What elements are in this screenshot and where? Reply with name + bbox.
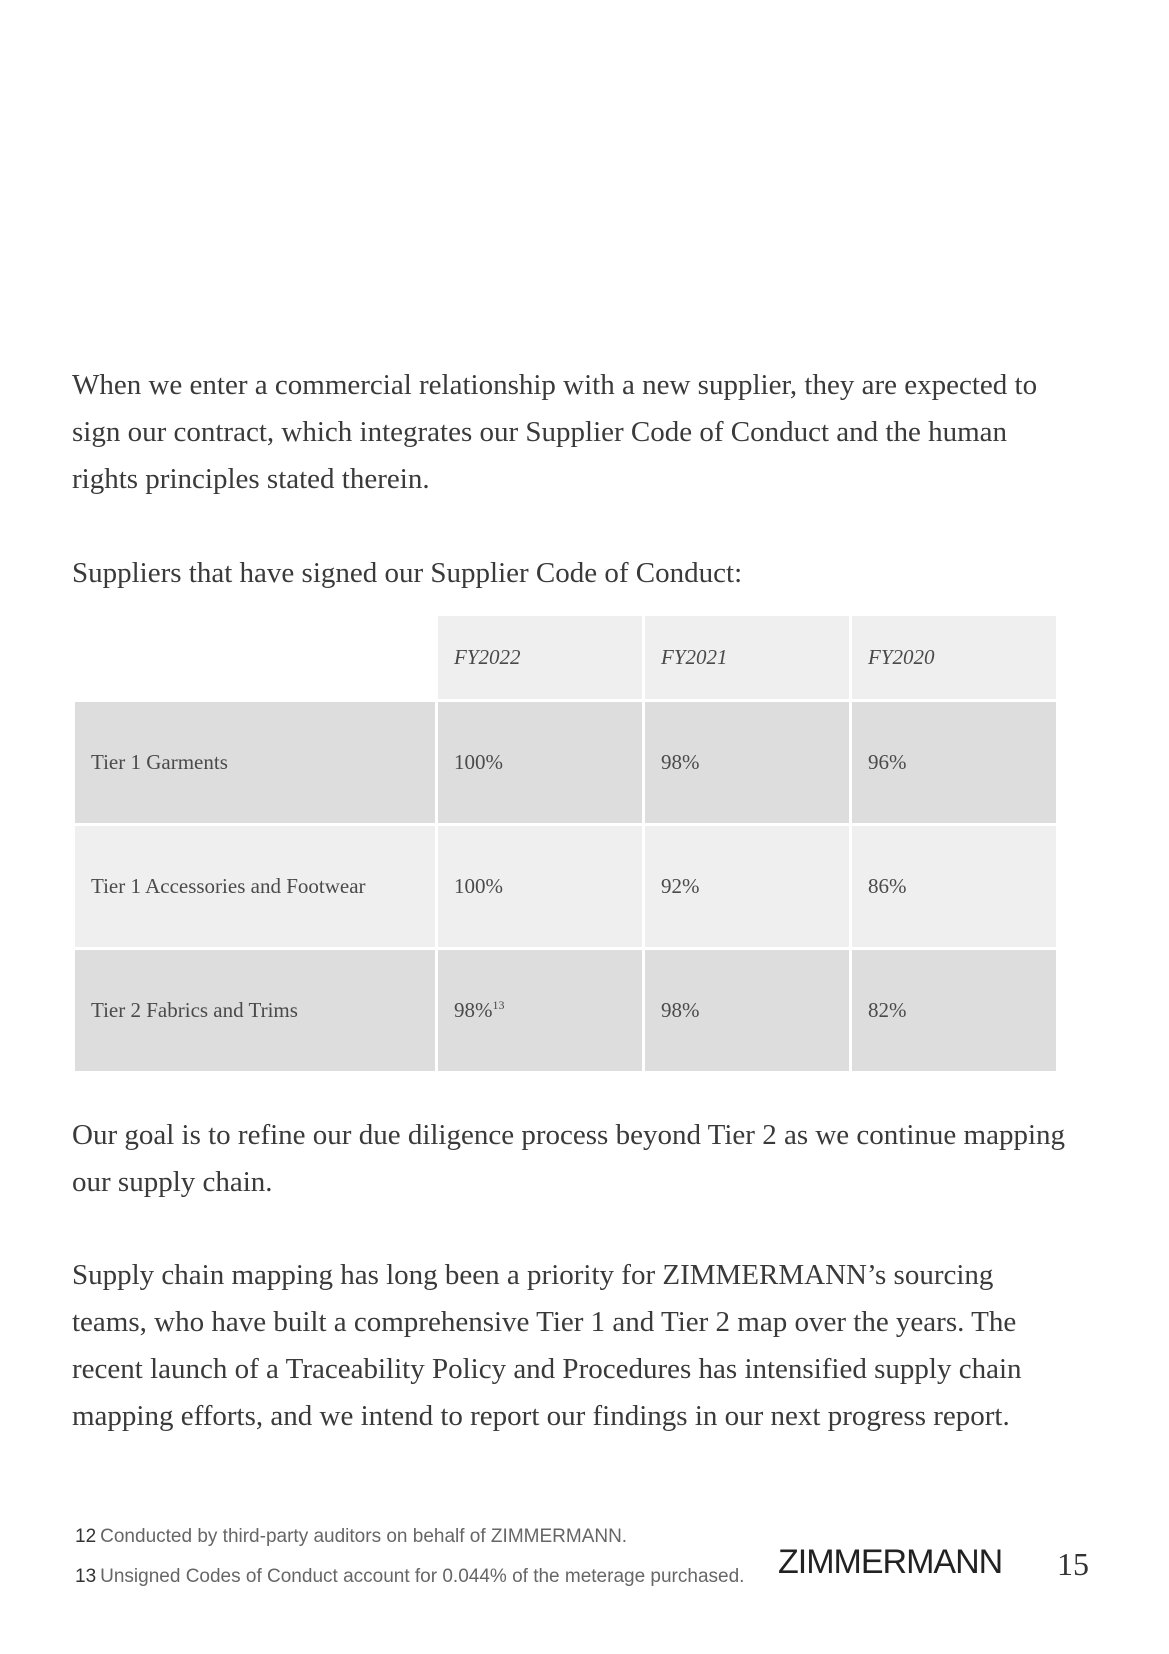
cell-value: 98% [454,998,493,1022]
mapping-paragraph: Supply chain mapping has long been a priority for ZIMMERMANN’s sourcing teams, who have built a comprehensive Tier 1 and Tier 2 map over the years. The recent launch of a Traceability Policy and Procedures has intensified supply chain mapping efforts, and we intend to report our findings in our next progress report. [72,1259,1022,1432]
table-header-blank [75,616,435,699]
brand-logo: ZIMMERMANN [778,1543,1003,1581]
table-row [75,702,1056,823]
table-row [75,950,1056,1071]
header-fy2021: FY2021 [645,616,849,699]
intro-paragraph: When we enter a commercial relationship with a new supplier, they are expected to sign our contract, which integrates our Supplier Code of Conduct and the human rights principles stated therein. [72,369,1038,495]
cell-fy2020: 86% [852,826,1056,947]
footnote-text: Conducted by third-party auditors on behalf of ZIMMERMANN. [100,1526,628,1547]
cell-fy2021: 98% [645,702,849,823]
page-number: 15 [1057,1546,1089,1582]
footnotes [75,1517,744,1597]
footnote-item [75,1557,744,1597]
table-row [75,826,1056,947]
table-header-row [75,616,1056,699]
footnote-text: Unsigned Codes of Conduct account for 0.044% of the meterage purchased. [100,1566,745,1587]
footnote-item [75,1517,744,1557]
footnote-number: 12 [75,1526,97,1547]
row-label: Tier 2 Fabrics and Trims [75,950,435,1071]
table-caption: Suppliers that have signed our Supplier Code of Conduct: [72,557,743,589]
cell-fy2022: 100% [438,826,642,947]
row-label: Tier 1 Accessories and Footwear [75,826,435,947]
cell-fy2020: 82% [852,950,1056,1071]
cell-fy2021: 92% [645,826,849,947]
cell-fy2022 [438,950,642,1071]
cell-fy2021: 98% [645,950,849,1071]
goal-paragraph: Our goal is to refine our due diligence process beyond Tier 2 as we continue mapping our supply chain. [72,1119,1066,1198]
footnote-number: 13 [75,1566,97,1587]
cell-fy2020: 96% [852,702,1056,823]
supplier-code-table [72,613,1059,1074]
row-label: Tier 1 Garments [75,702,435,823]
footnote-ref: 13 [492,998,505,1012]
cell-fy2022: 100% [438,702,642,823]
header-fy2022: FY2022 [438,616,642,699]
header-fy2020: FY2020 [852,616,1056,699]
